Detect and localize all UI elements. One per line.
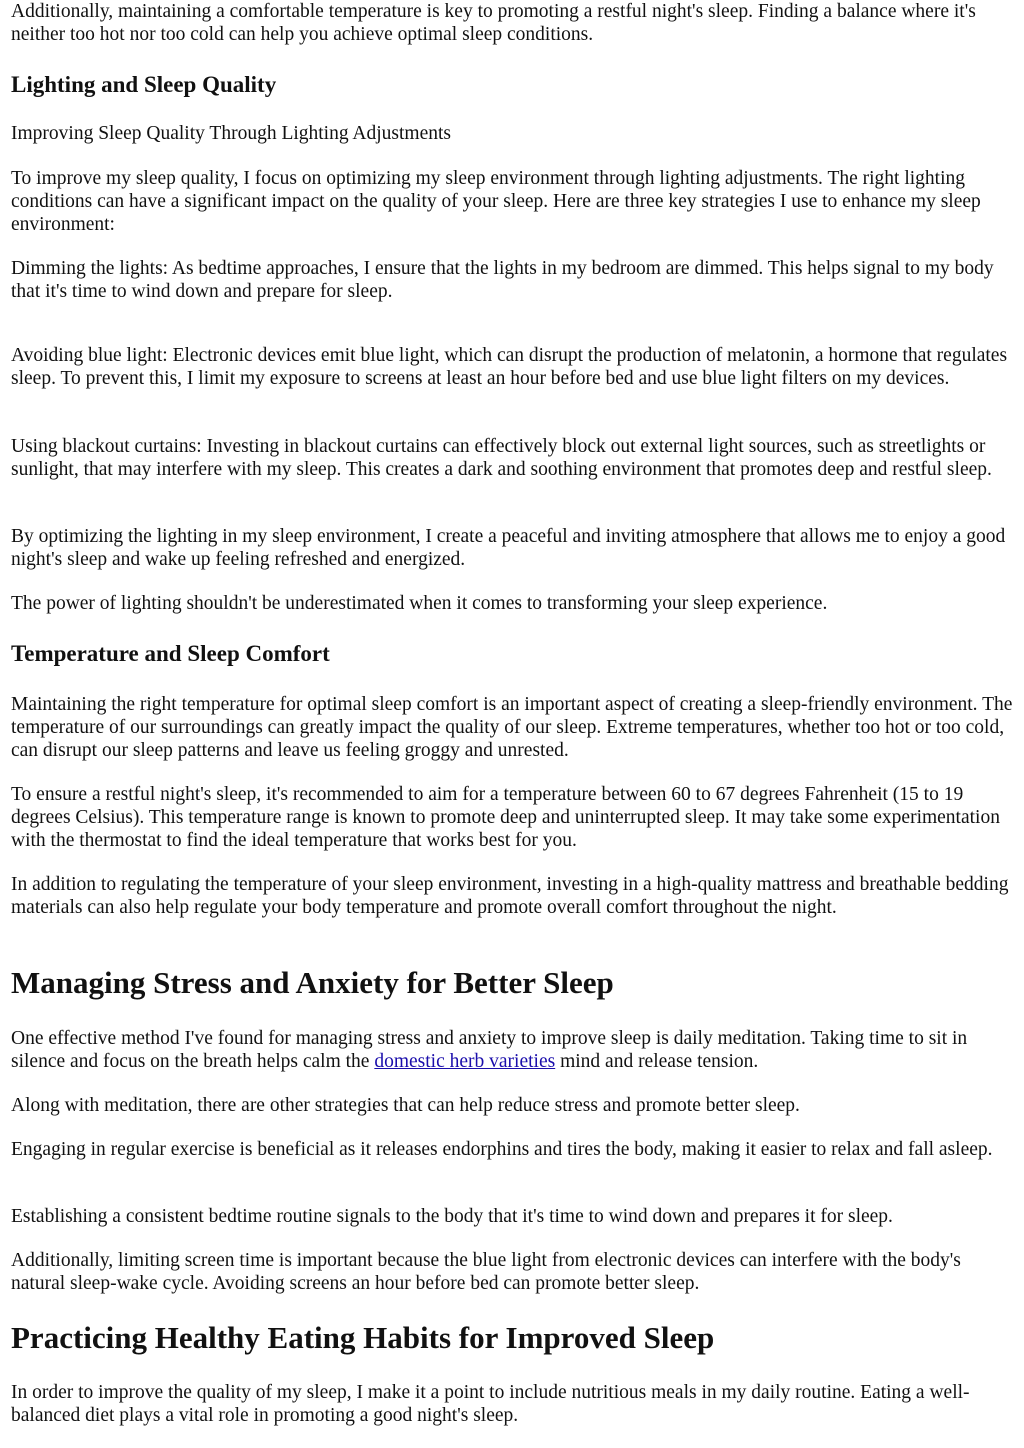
paragraph-lighting-summary: By optimizing the lighting in my sleep environment, I create a peaceful and inviting atmosphere that allows me to enjoy a good night's sleep and wake up feeling refreshed and energized.: [11, 526, 1006, 570]
paragraph-meditation: [11, 1027, 1017, 1073]
paragraph-meditation-text-before: One effective method I've found for managing stress and anxiety to improve sleep is daily meditation. Taking time to sit in silence and focus on the breath helps calm the: [11, 1028, 968, 1072]
paragraph-other-strategies: Along with meditation, there are other strategies that can help reduce stress and promote better sleep.: [11, 1095, 800, 1116]
paragraph-healthy-eating: In order to improve the quality of my sleep, I make it a point to include nutritious meals in my daily routine. Eating a well-balanced diet plays a vital role in promoting a good night's sleep.: [11, 1382, 970, 1426]
paragraph-lighting-intro: To improve my sleep quality, I focus on optimizing my sleep environment through lighting adjustments. The right lighting conditions can have a significant impact on the quality of your sleep. Here are three key strategies I use to enhance my sleep environment:: [11, 168, 981, 235]
paragraph-temperature-3: In addition to regulating the temperature of your sleep environment, investing in a high-quality mattress and breathable bedding materials can also help regulate your body temperature and promote overall comfort throughout the night.: [11, 874, 1009, 918]
paragraph-lighting-subtitle: Improving Sleep Quality Through Lighting Adjustments: [11, 123, 451, 144]
paragraph-temperature-1: Maintaining the right temperature for optimal sleep comfort is an important aspect of creating a sleep-friendly environment. The temperature of our surroundings can greatly impact the quality of our sleep. Extreme temperatures, whether too hot or too cold, can disrupt our sleep patterns and leave us feeling groggy and unrested.: [11, 694, 1013, 761]
paragraph-bedtime-routine: Establishing a consistent bedtime routine signals to the body that it's time to wind down and prepares it for sleep.: [11, 1206, 893, 1227]
heading-stress-anxiety: Managing Stress and Anxiety for Better Sleep: [11, 965, 614, 1000]
paragraph-blue-light: Avoiding blue light: Electronic devices emit blue light, which can disrupt the production of melatonin, a hormone that regulates sleep. To prevent this, I limit my exposure to screens at least an hour before bed and use blue light filters on my devices.: [11, 345, 1008, 389]
heading-temperature: Temperature and Sleep Comfort: [11, 641, 330, 666]
heading-lighting: Lighting and Sleep Quality: [11, 72, 277, 97]
paragraph-dimming-lights: Dimming the lights: As bedtime approaches, I ensure that the lights in my bedroom are dimmed. This helps signal to my body that it's time to wind down and prepare for sleep.: [11, 258, 994, 302]
paragraph-blackout-curtains: Using blackout curtains: Investing in blackout curtains can effectively block out external light sources, such as streetlights or sunlight, that may interfere with my sleep. This creates a dark and soothing environment that promotes deep and restful sleep.: [11, 436, 992, 480]
heading-healthy-eating: Practicing Healthy Eating Habits for Improved Sleep: [11, 1320, 715, 1355]
paragraph-lighting-power: The power of lighting shouldn't be underestimated when it comes to transforming your sleep experience.: [11, 593, 828, 614]
paragraph-exercise: Engaging in regular exercise is beneficial as it releases endorphins and tires the body, making it easier to relax and fall asleep.: [11, 1139, 993, 1160]
domestic-herb-varieties-link[interactable]: domestic herb varieties: [374, 1051, 556, 1072]
paragraph-meditation-text-after: mind and release tension.: [555, 1051, 759, 1072]
paragraph-temperature-2: To ensure a restful night's sleep, it's recommended to aim for a temperature between 60 to 67 degrees Fahrenheit (15 to 19 degrees Celsius). This temperature range is known to promote deep and uninterrupted sleep. It may take some experimentation with the thermostat to find the ideal temperature that works best for you.: [11, 784, 1000, 851]
paragraph-temperature-intro: Additionally, maintaining a comfortable temperature is key to promoting a restful night's sleep. Finding a balance where it's neither too hot nor too cold can help you achieve optimal sleep conditions.: [11, 1, 976, 45]
paragraph-screen-time: Additionally, limiting screen time is important because the blue light from electronic devices can interfere with the body's natural sleep-wake cycle. Avoiding screens an hour before bed can promote better sleep.: [11, 1250, 961, 1294]
